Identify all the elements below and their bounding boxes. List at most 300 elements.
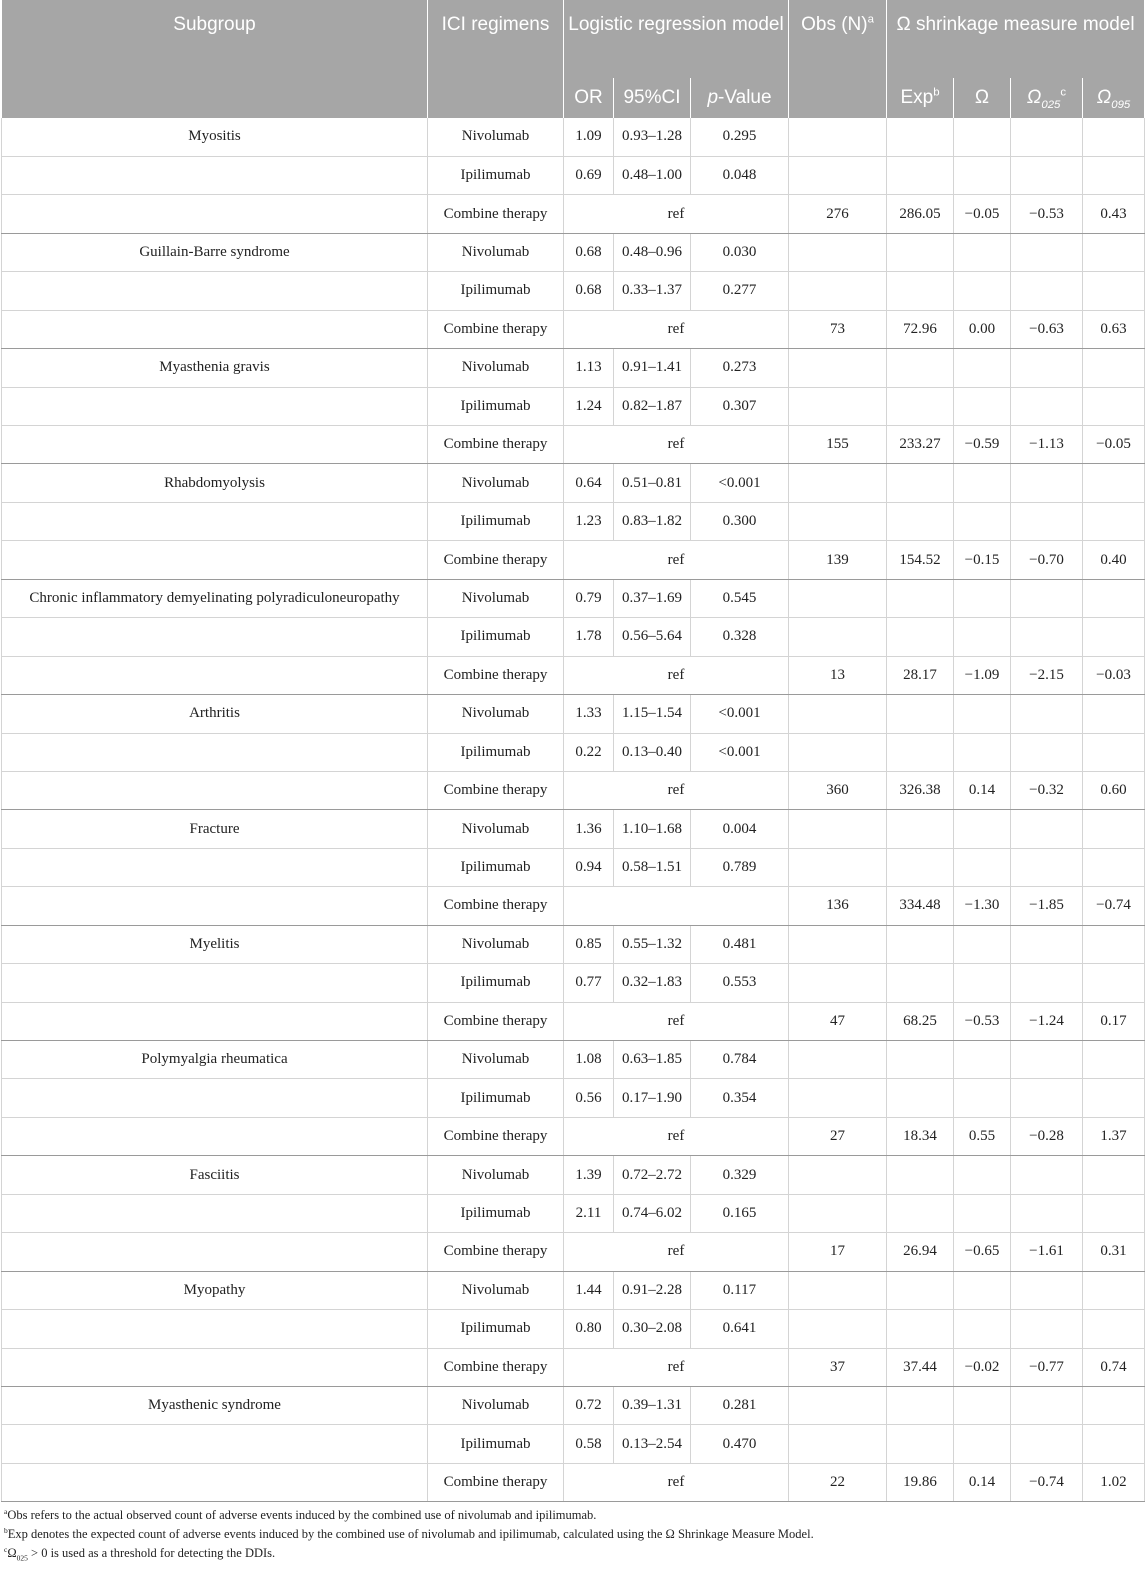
cell-omega095: 0.74 xyxy=(1083,1348,1145,1386)
cell-omega025 xyxy=(1011,502,1083,540)
cell-ref: ref xyxy=(564,1002,789,1040)
cell-subgroup: Polymyalgia rheumatica xyxy=(2,1041,428,1079)
cell-omega: −0.59 xyxy=(954,426,1011,464)
cell-omega025: −0.32 xyxy=(1011,771,1083,809)
cell-omega xyxy=(954,618,1011,656)
cell-omega025 xyxy=(1011,272,1083,310)
cell-subgroup xyxy=(2,426,428,464)
cell-subgroup xyxy=(2,887,428,925)
cell-subgroup: Myopathy xyxy=(2,1271,428,1309)
cell-ref: ref xyxy=(564,1463,789,1501)
cell-omega095 xyxy=(1083,1310,1145,1348)
cell-omega095 xyxy=(1083,1425,1145,1463)
table-row xyxy=(2,1271,1145,1309)
cell-omega025 xyxy=(1011,618,1083,656)
cell-exp xyxy=(887,848,954,886)
cell-omega025 xyxy=(1011,964,1083,1002)
cell-regimen: Ipilimumab xyxy=(428,733,564,771)
cell-omega095: 1.37 xyxy=(1083,1117,1145,1155)
cell-omega095 xyxy=(1083,233,1145,271)
cell-or: 2.11 xyxy=(564,1194,614,1232)
cell-omega095: −0.74 xyxy=(1083,887,1145,925)
cell-obs: 360 xyxy=(789,771,887,809)
cell-subgroup xyxy=(2,1233,428,1271)
cell-regimen: Ipilimumab xyxy=(428,618,564,656)
cell-regimen: Nivolumab xyxy=(428,349,564,387)
cell-obs xyxy=(789,502,887,540)
cell-exp: 233.27 xyxy=(887,426,954,464)
cell-exp xyxy=(887,502,954,540)
cell-subgroup: Chronic inflammatory demyelinating polyradiculoneuropathy xyxy=(2,579,428,617)
cell-omega025 xyxy=(1011,1425,1083,1463)
header-subgroup: Subgroup xyxy=(2,0,428,118)
cell-or: 0.72 xyxy=(564,1386,614,1424)
cell-95ci: 0.83–1.82 xyxy=(614,502,691,540)
cell-exp: 37.44 xyxy=(887,1348,954,1386)
cell-ref: ref xyxy=(564,426,789,464)
cell-or: 1.23 xyxy=(564,502,614,540)
table-row xyxy=(2,1310,1145,1348)
cell-omega xyxy=(954,156,1011,194)
cell-95ci: 0.55–1.32 xyxy=(614,925,691,963)
cell-omega: 0.55 xyxy=(954,1117,1011,1155)
cell-obs: 37 xyxy=(789,1348,887,1386)
table-row xyxy=(2,733,1145,771)
cell-or: 1.08 xyxy=(564,1041,614,1079)
table-row xyxy=(2,964,1145,1002)
cell-or: 0.58 xyxy=(564,1425,614,1463)
cell-p-value: 0.165 xyxy=(691,1194,789,1232)
cell-95ci: 0.72–2.72 xyxy=(614,1156,691,1194)
cell-obs xyxy=(789,964,887,1002)
cell-or: 0.85 xyxy=(564,925,614,963)
cell-regimen: Combine therapy xyxy=(428,1233,564,1271)
cell-omega: −1.09 xyxy=(954,656,1011,694)
cell-or: 0.94 xyxy=(564,848,614,886)
cell-omega xyxy=(954,387,1011,425)
cell-p-value: 0.354 xyxy=(691,1079,789,1117)
cell-subgroup xyxy=(2,387,428,425)
cell-exp: 334.48 xyxy=(887,887,954,925)
cell-omega025 xyxy=(1011,349,1083,387)
header-omega095: $\Omega_{095}$ xyxy=(1083,78,1145,118)
cell-p-value: 0.117 xyxy=(691,1271,789,1309)
header-logistic-model: Logistic regression model xyxy=(564,0,789,78)
cell-95ci: 0.63–1.85 xyxy=(614,1041,691,1079)
cell-regimen: Ipilimumab xyxy=(428,156,564,194)
cell-exp: 18.34 xyxy=(887,1117,954,1155)
cell-subgroup xyxy=(2,195,428,233)
cell-regimen: Combine therapy xyxy=(428,195,564,233)
header-ici-regimens: ICI regimens xyxy=(428,0,564,118)
cell-p-value: 0.307 xyxy=(691,387,789,425)
cell-subgroup xyxy=(2,1348,428,1386)
cell-p-value: 0.300 xyxy=(691,502,789,540)
table-row xyxy=(2,771,1145,809)
cell-95ci: 0.48–0.96 xyxy=(614,233,691,271)
cell-subgroup xyxy=(2,1425,428,1463)
cell-omega095: 0.40 xyxy=(1083,541,1145,579)
cell-obs: 276 xyxy=(789,195,887,233)
cell-obs xyxy=(789,1425,887,1463)
cell-p-value: 0.329 xyxy=(691,1156,789,1194)
cell-subgroup xyxy=(2,502,428,540)
cell-regimen: Nivolumab xyxy=(428,233,564,271)
cell-subgroup: Fracture xyxy=(2,810,428,848)
cell-exp xyxy=(887,1386,954,1424)
cell-omega095 xyxy=(1083,964,1145,1002)
cell-subgroup: Myasthenia gravis xyxy=(2,349,428,387)
cell-or: 0.56 xyxy=(564,1079,614,1117)
cell-95ci: 1.15–1.54 xyxy=(614,695,691,733)
cell-95ci: 0.13–0.40 xyxy=(614,733,691,771)
table-row xyxy=(2,810,1145,848)
cell-omega: −0.53 xyxy=(954,1002,1011,1040)
cell-omega025: −1.13 xyxy=(1011,426,1083,464)
table-row xyxy=(2,1425,1145,1463)
cell-obs xyxy=(789,848,887,886)
cell-omega xyxy=(954,1156,1011,1194)
cell-omega: 0.00 xyxy=(954,310,1011,348)
header-omega025: $\Omega_{025}^c$ xyxy=(1011,78,1083,118)
cell-omega xyxy=(954,733,1011,771)
cell-omega025 xyxy=(1011,733,1083,771)
cell-regimen: Nivolumab xyxy=(428,118,564,156)
cell-obs: 73 xyxy=(789,310,887,348)
cell-obs: 13 xyxy=(789,656,887,694)
cell-omega095 xyxy=(1083,156,1145,194)
cell-omega: −1.30 xyxy=(954,887,1011,925)
cell-subgroup xyxy=(2,618,428,656)
cell-95ci: 0.93–1.28 xyxy=(614,118,691,156)
cell-ref: ref xyxy=(564,1117,789,1155)
cell-omega025: −1.85 xyxy=(1011,887,1083,925)
cell-subgroup xyxy=(2,156,428,194)
cell-95ci: 0.30–2.08 xyxy=(614,1310,691,1348)
cell-obs: 22 xyxy=(789,1463,887,1501)
cell-subgroup: Rhabdomyolysis xyxy=(2,464,428,502)
cell-exp xyxy=(887,810,954,848)
cell-regimen: Nivolumab xyxy=(428,1041,564,1079)
cell-omega xyxy=(954,272,1011,310)
cell-95ci: 0.82–1.87 xyxy=(614,387,691,425)
cell-omega095 xyxy=(1083,502,1145,540)
cell-omega095: 0.63 xyxy=(1083,310,1145,348)
cell-omega025 xyxy=(1011,1194,1083,1232)
cell-subgroup: Arthritis xyxy=(2,695,428,733)
cell-obs xyxy=(789,156,887,194)
cell-or: 0.22 xyxy=(564,733,614,771)
results-table xyxy=(1,0,1145,1502)
cell-regimen: Nivolumab xyxy=(428,1386,564,1424)
cell-omega025 xyxy=(1011,695,1083,733)
table-row xyxy=(2,156,1145,194)
cell-regimen: Nivolumab xyxy=(428,810,564,848)
cell-omega xyxy=(954,848,1011,886)
cell-subgroup xyxy=(2,1310,428,1348)
cell-omega xyxy=(954,695,1011,733)
header-exp: Exp$^b$ xyxy=(887,78,954,118)
cell-obs xyxy=(789,1156,887,1194)
cell-regimen: Ipilimumab xyxy=(428,1310,564,1348)
cell-obs: 136 xyxy=(789,887,887,925)
cell-exp: 326.38 xyxy=(887,771,954,809)
cell-or: 1.78 xyxy=(564,618,614,656)
header-omega: Ω xyxy=(954,78,1011,118)
header-omega-model: Ω shrinkage measure model xyxy=(887,0,1145,78)
cell-omega095 xyxy=(1083,848,1145,886)
cell-subgroup: Myelitis xyxy=(2,925,428,963)
cell-obs: 139 xyxy=(789,541,887,579)
cell-subgroup: Fasciitis xyxy=(2,1156,428,1194)
cell-exp xyxy=(887,1194,954,1232)
cell-omega095 xyxy=(1083,1271,1145,1309)
header-p-value: p-Value xyxy=(691,78,789,118)
cell-omega xyxy=(954,1425,1011,1463)
cell-obs xyxy=(789,1194,887,1232)
cell-omega025 xyxy=(1011,1310,1083,1348)
cell-95ci: 0.91–2.28 xyxy=(614,1271,691,1309)
header-or: OR xyxy=(564,78,614,118)
footnote-b: $^b$Exp denotes the expected count of adverse events induced by the combined use of nivolumab and ipilimumab, calculated using the Ω Shrinkage Measure Model. xyxy=(4,1526,814,1542)
cell-omega025: −0.53 xyxy=(1011,195,1083,233)
table-body xyxy=(2,118,1145,1502)
cell-regimen: Ipilimumab xyxy=(428,964,564,1002)
cell-omega025: −0.74 xyxy=(1011,1463,1083,1501)
cell-p-value: 0.784 xyxy=(691,1041,789,1079)
cell-exp: 68.25 xyxy=(887,1002,954,1040)
cell-95ci: 0.58–1.51 xyxy=(614,848,691,886)
cell-omega: −0.15 xyxy=(954,541,1011,579)
cell-regimen: Combine therapy xyxy=(428,1463,564,1501)
cell-exp: 19.86 xyxy=(887,1463,954,1501)
cell-regimen: Combine therapy xyxy=(428,310,564,348)
cell-omega025: −0.28 xyxy=(1011,1117,1083,1155)
cell-95ci: 0.51–0.81 xyxy=(614,464,691,502)
table-row xyxy=(2,579,1145,617)
cell-omega025 xyxy=(1011,1386,1083,1424)
cell-omega095: 0.31 xyxy=(1083,1233,1145,1271)
cell-obs: 17 xyxy=(789,1233,887,1271)
cell-or: 0.77 xyxy=(564,964,614,1002)
cell-exp xyxy=(887,733,954,771)
table-row xyxy=(2,695,1145,733)
table-row xyxy=(2,656,1145,694)
cell-omega xyxy=(954,925,1011,963)
cell-95ci: 0.32–1.83 xyxy=(614,964,691,1002)
cell-exp xyxy=(887,925,954,963)
cell-omega095: 1.02 xyxy=(1083,1463,1145,1501)
cell-exp: 154.52 xyxy=(887,541,954,579)
table-row xyxy=(2,618,1145,656)
cell-omega095 xyxy=(1083,618,1145,656)
cell-obs: 27 xyxy=(789,1117,887,1155)
cell-subgroup xyxy=(2,733,428,771)
header-obs: Obs $(N)^a$ xyxy=(789,0,887,118)
cell-95ci: 0.74–6.02 xyxy=(614,1194,691,1232)
cell-obs xyxy=(789,1271,887,1309)
cell-ref xyxy=(564,887,789,925)
cell-regimen: Ipilimumab xyxy=(428,1425,564,1463)
cell-exp xyxy=(887,387,954,425)
cell-subgroup: Myositis xyxy=(2,118,428,156)
table-row xyxy=(2,195,1145,233)
cell-omega025: −0.63 xyxy=(1011,310,1083,348)
cell-p-value: 0.641 xyxy=(691,1310,789,1348)
cell-p-value: 0.553 xyxy=(691,964,789,1002)
cell-exp xyxy=(887,118,954,156)
cell-exp xyxy=(887,156,954,194)
cell-obs xyxy=(789,810,887,848)
footnotes xyxy=(4,1506,1145,1563)
cell-or: 1.13 xyxy=(564,349,614,387)
table-row xyxy=(2,1156,1145,1194)
cell-omega xyxy=(954,579,1011,617)
cell-or: 1.33 xyxy=(564,695,614,733)
table-header xyxy=(2,0,1145,118)
cell-ref: ref xyxy=(564,541,789,579)
cell-p-value: <0.001 xyxy=(691,733,789,771)
cell-obs xyxy=(789,695,887,733)
cell-95ci: 0.17–1.90 xyxy=(614,1079,691,1117)
cell-omega095 xyxy=(1083,810,1145,848)
cell-omega: −0.05 xyxy=(954,195,1011,233)
cell-regimen: Combine therapy xyxy=(428,1117,564,1155)
cell-omega025 xyxy=(1011,1271,1083,1309)
cell-obs xyxy=(789,1386,887,1424)
cell-omega095: 0.17 xyxy=(1083,1002,1145,1040)
cell-omega095 xyxy=(1083,579,1145,617)
cell-p-value: <0.001 xyxy=(691,695,789,733)
table-row xyxy=(2,310,1145,348)
cell-omega095 xyxy=(1083,1041,1145,1079)
cell-regimen: Combine therapy xyxy=(428,1002,564,1040)
cell-exp: 72.96 xyxy=(887,310,954,348)
table-row xyxy=(2,1194,1145,1232)
cell-omega xyxy=(954,118,1011,156)
cell-regimen: Combine therapy xyxy=(428,541,564,579)
cell-omega095 xyxy=(1083,1079,1145,1117)
cell-subgroup xyxy=(2,1463,428,1501)
cell-subgroup: Myasthenic syndrome xyxy=(2,1386,428,1424)
cell-95ci: 0.48–1.00 xyxy=(614,156,691,194)
table-row xyxy=(2,387,1145,425)
table-row xyxy=(2,1002,1145,1040)
table-row xyxy=(2,1348,1145,1386)
cell-p-value: 0.048 xyxy=(691,156,789,194)
table-row xyxy=(2,925,1145,963)
cell-omega025 xyxy=(1011,233,1083,271)
cell-p-value: 0.277 xyxy=(691,272,789,310)
header-95ci: 95%CI xyxy=(614,78,691,118)
cell-subgroup xyxy=(2,1194,428,1232)
cell-p-value: 0.004 xyxy=(691,810,789,848)
table-row xyxy=(2,233,1145,271)
table-row xyxy=(2,887,1145,925)
cell-omega025: −0.77 xyxy=(1011,1348,1083,1386)
cell-omega025 xyxy=(1011,925,1083,963)
cell-p-value: 0.481 xyxy=(691,925,789,963)
cell-or: 1.36 xyxy=(564,810,614,848)
table-row xyxy=(2,1117,1145,1155)
cell-95ci: 0.13–2.54 xyxy=(614,1425,691,1463)
cell-regimen: Nivolumab xyxy=(428,464,564,502)
cell-omega095 xyxy=(1083,464,1145,502)
cell-omega xyxy=(954,1386,1011,1424)
cell-omega095 xyxy=(1083,272,1145,310)
cell-obs xyxy=(789,387,887,425)
cell-subgroup xyxy=(2,310,428,348)
cell-95ci: 0.37–1.69 xyxy=(614,579,691,617)
cell-exp xyxy=(887,579,954,617)
cell-95ci: 1.10–1.68 xyxy=(614,810,691,848)
cell-omega xyxy=(954,810,1011,848)
cell-regimen: Ipilimumab xyxy=(428,848,564,886)
cell-omega095 xyxy=(1083,387,1145,425)
cell-regimen: Combine therapy xyxy=(428,887,564,925)
cell-omega095 xyxy=(1083,349,1145,387)
cell-obs xyxy=(789,118,887,156)
cell-omega025 xyxy=(1011,1156,1083,1194)
cell-omega: −0.02 xyxy=(954,1348,1011,1386)
cell-95ci: 0.56–5.64 xyxy=(614,618,691,656)
cell-omega025 xyxy=(1011,118,1083,156)
table-row xyxy=(2,426,1145,464)
cell-subgroup xyxy=(2,964,428,1002)
cell-exp xyxy=(887,349,954,387)
cell-exp xyxy=(887,464,954,502)
cell-omega: 0.14 xyxy=(954,771,1011,809)
cell-or: 0.68 xyxy=(564,233,614,271)
table-row xyxy=(2,464,1145,502)
cell-p-value: 0.545 xyxy=(691,579,789,617)
cell-p-value: 0.281 xyxy=(691,1386,789,1424)
cell-obs xyxy=(789,925,887,963)
cell-exp xyxy=(887,1425,954,1463)
cell-exp: 28.17 xyxy=(887,656,954,694)
cell-obs xyxy=(789,618,887,656)
cell-p-value: 0.470 xyxy=(691,1425,789,1463)
cell-exp xyxy=(887,1079,954,1117)
cell-omega025 xyxy=(1011,387,1083,425)
cell-ref: ref xyxy=(564,771,789,809)
cell-exp xyxy=(887,272,954,310)
cell-subgroup xyxy=(2,771,428,809)
cell-exp xyxy=(887,695,954,733)
cell-exp xyxy=(887,618,954,656)
cell-subgroup xyxy=(2,1079,428,1117)
cell-omega095 xyxy=(1083,118,1145,156)
cell-omega025: −2.15 xyxy=(1011,656,1083,694)
cell-ref: ref xyxy=(564,195,789,233)
cell-or: 1.24 xyxy=(564,387,614,425)
cell-omega: −0.65 xyxy=(954,1233,1011,1271)
cell-p-value: 0.789 xyxy=(691,848,789,886)
cell-omega: 0.14 xyxy=(954,1463,1011,1501)
cell-subgroup xyxy=(2,272,428,310)
cell-regimen: Ipilimumab xyxy=(428,1194,564,1232)
cell-omega025: −1.24 xyxy=(1011,1002,1083,1040)
cell-omega095 xyxy=(1083,1194,1145,1232)
cell-95ci: 0.39–1.31 xyxy=(614,1386,691,1424)
cell-regimen: Nivolumab xyxy=(428,1271,564,1309)
cell-exp xyxy=(887,964,954,1002)
cell-omega095 xyxy=(1083,695,1145,733)
cell-obs xyxy=(789,464,887,502)
cell-omega xyxy=(954,1041,1011,1079)
cell-omega095: −0.05 xyxy=(1083,426,1145,464)
cell-or: 1.39 xyxy=(564,1156,614,1194)
